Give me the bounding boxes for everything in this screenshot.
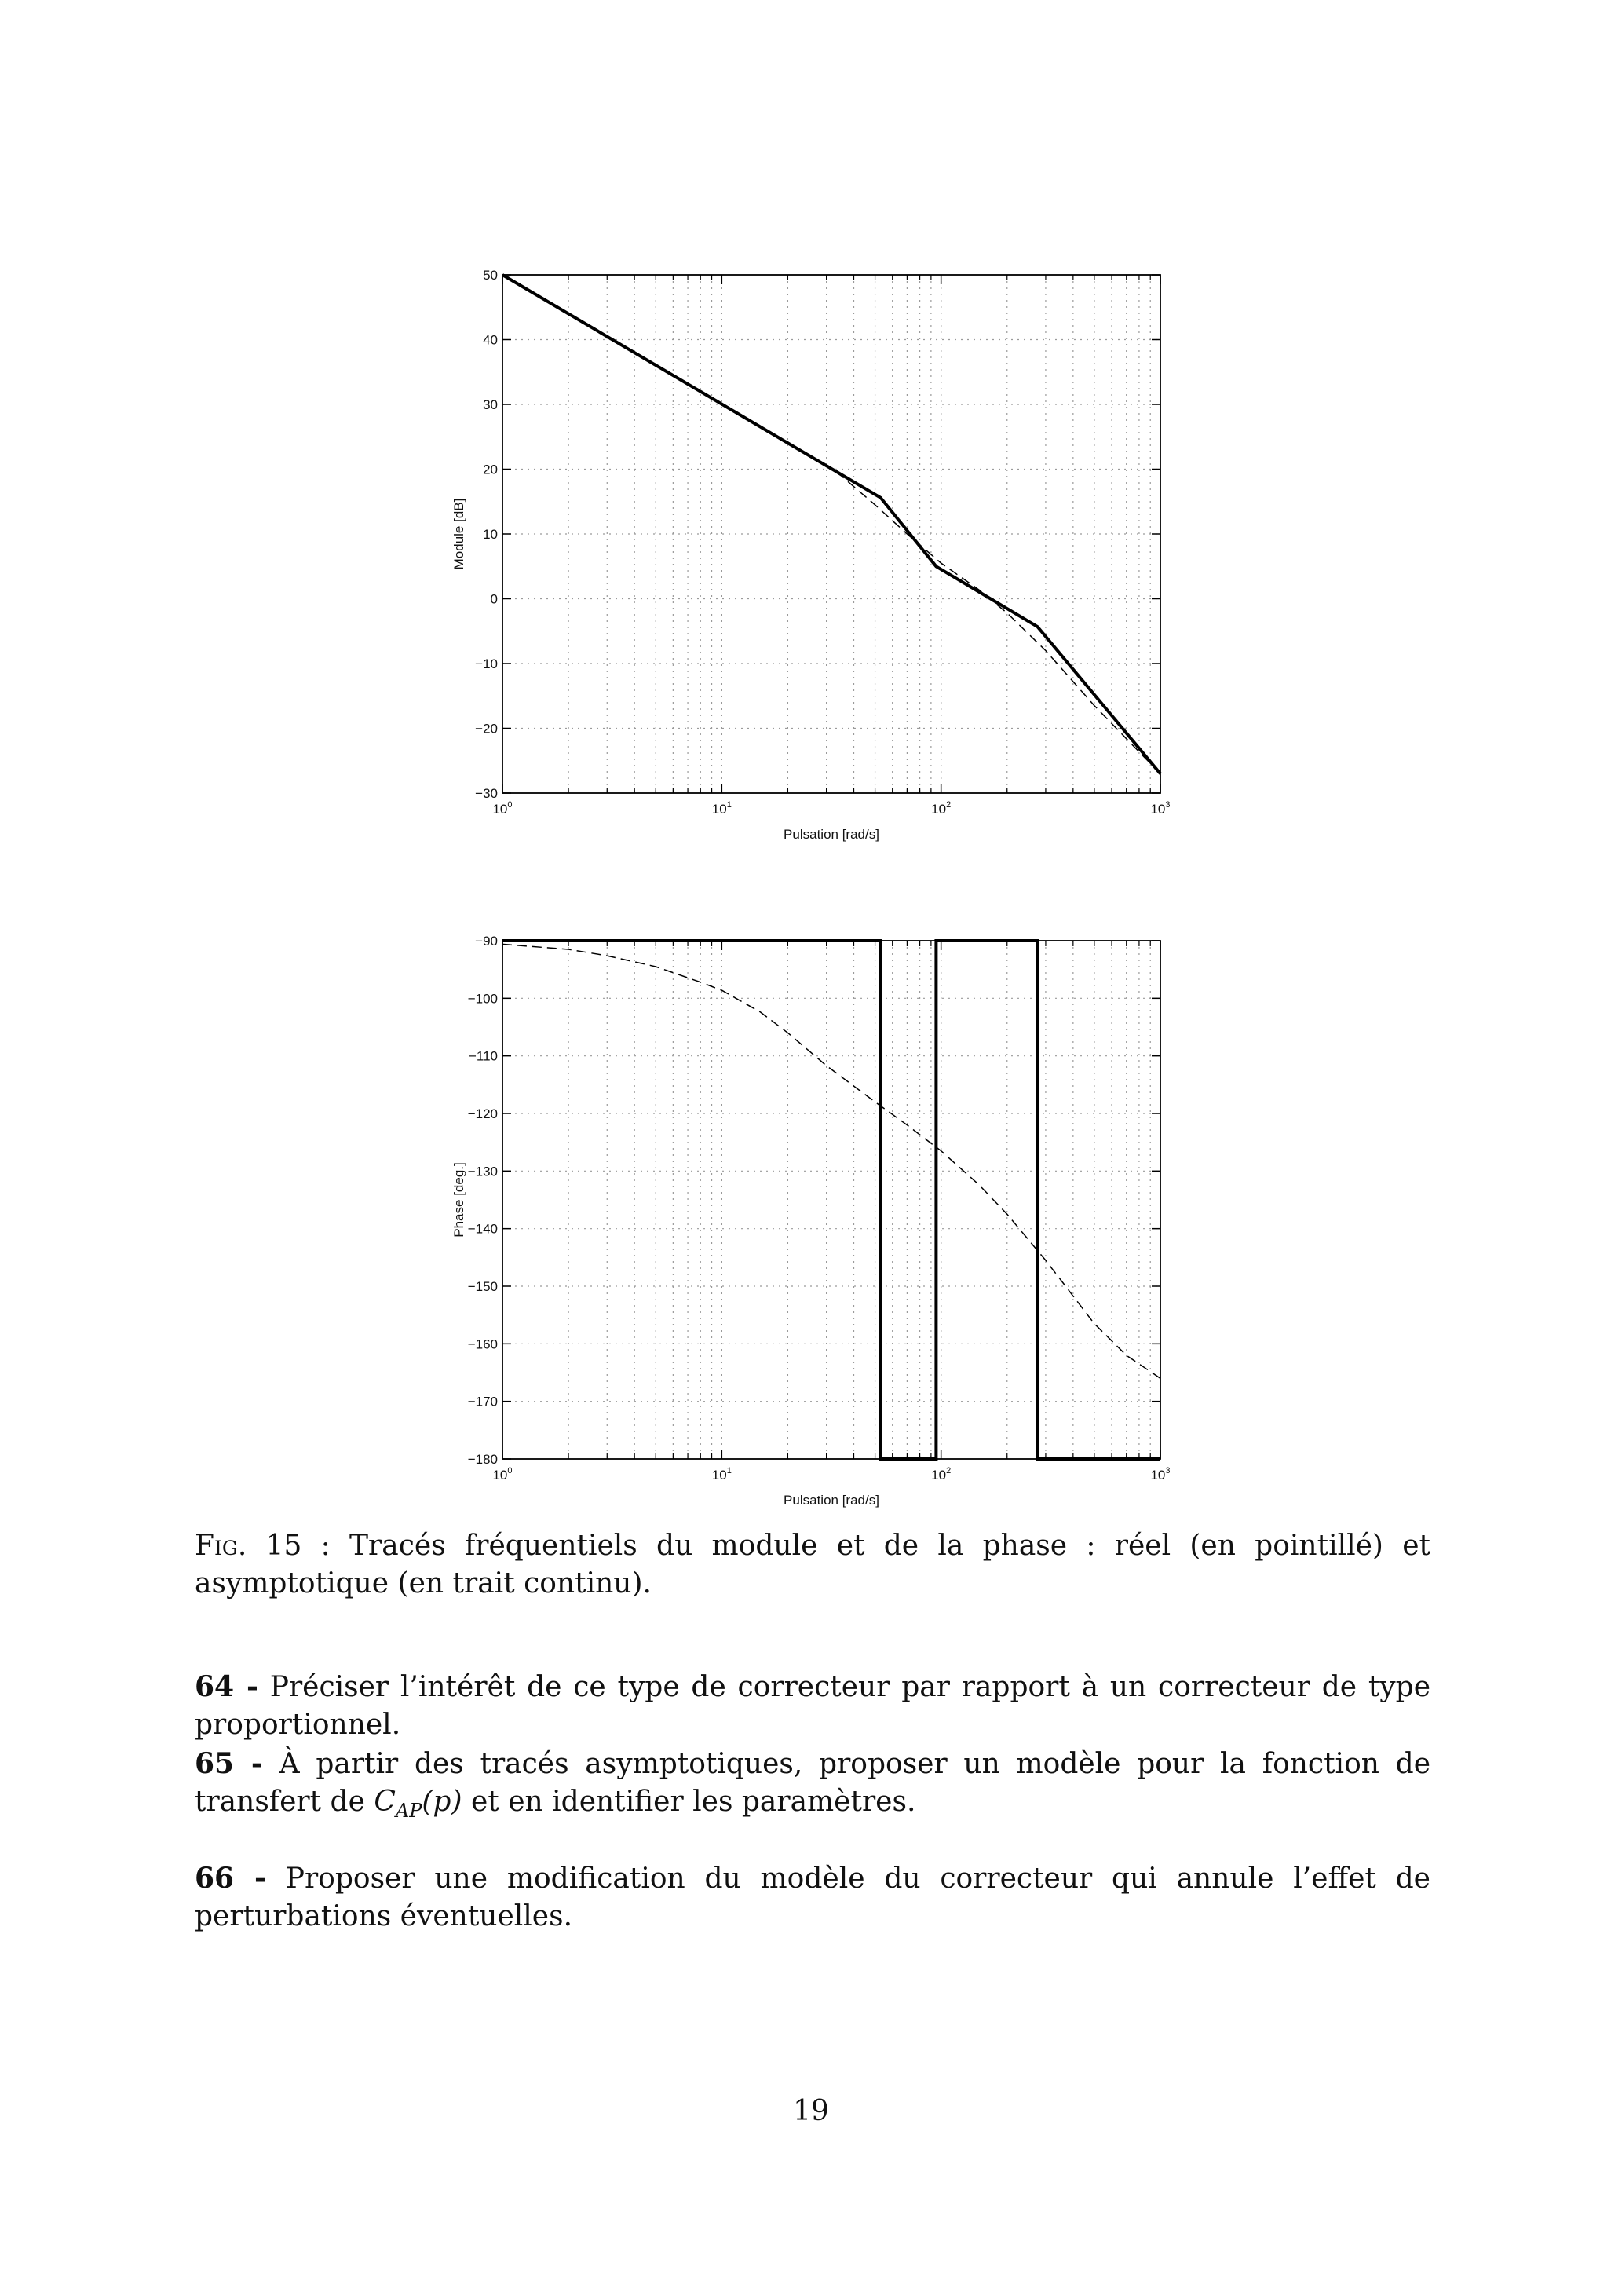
magnitude-y-tick-label: 20 <box>483 462 498 477</box>
phase-x-tick-label: $10^2$ <box>931 1466 952 1483</box>
question-text-continued: et en identifier les paramètres. <box>470 1786 916 1818</box>
magnitude-y-tick-label: 0 <box>490 591 498 607</box>
magnitude-y-tick-label: 10 <box>483 527 498 542</box>
phase-y-tick-label: −180 <box>467 1452 498 1467</box>
magnitude-y-tick-label: −10 <box>475 656 498 671</box>
magnitude-x-tick-label: $10^0$ <box>492 800 513 817</box>
figure-caption-text: Tracés fréquentiels du module et de la phase : réel (en pointillé) et asymptotique (en trait continu). <box>195 1530 1431 1600</box>
magnitude-y-tick-label: 40 <box>483 332 498 348</box>
magnitude-grid <box>502 275 1160 793</box>
phase-x-tick-label: $10^1$ <box>711 1466 732 1483</box>
magnitude-y-tick-label: 50 <box>483 268 498 283</box>
phase-y-tick-label: −100 <box>467 991 498 1007</box>
question-text: À partir des tracés asymptotiques, proposer un modèle pour la fonction de transfert de <box>195 1748 1431 1818</box>
question-text: Proposer une modification du modèle du correcteur qui annule l’effet de perturbations éventuelles. <box>195 1863 1430 1932</box>
question-number: 66 - <box>195 1862 266 1895</box>
magnitude-series-reel-dashed <box>502 275 1160 773</box>
question-65 <box>195 1745 1430 1830</box>
phase-axes-box <box>502 941 1160 1459</box>
phase-x-tick-label: $10^0$ <box>492 1466 513 1483</box>
magnitude-x-tick-label: $10^1$ <box>711 800 732 817</box>
phase-y-tick-label: −110 <box>468 1048 498 1064</box>
question-66 <box>195 1859 1430 1936</box>
transfer-function-symbol: $C_{AP}(p)$ <box>374 1786 462 1823</box>
phase-y-tick-label: −170 <box>467 1394 498 1409</box>
phase-y-tick-label: −140 <box>467 1221 498 1237</box>
phase-y-axis-label: Phase [deg.] <box>451 1162 466 1238</box>
phase-y-tick-label: −130 <box>467 1164 498 1179</box>
magnitude-x-tick-label: $10^2$ <box>931 800 952 817</box>
question-64 <box>195 1668 1430 1744</box>
magnitude-y-tick-label: −30 <box>475 786 498 801</box>
question-number: 64 - <box>195 1670 258 1703</box>
magnitude-y-tick-label: 30 <box>483 397 498 412</box>
phase-x-tick-label: $10^3$ <box>1150 1466 1171 1483</box>
phase-chart-svg <box>424 925 1209 1522</box>
phase-series-asymptotique-solid <box>502 941 1160 1459</box>
magnitude-y-tick-label: −20 <box>475 721 498 737</box>
phase-y-tick-label: −150 <box>467 1279 498 1294</box>
phase-x-axis-label: Pulsation [rad/s] <box>784 1493 879 1508</box>
phase-grid <box>502 941 1160 1459</box>
magnitude-y-axis-label: Module [dB] <box>451 498 466 570</box>
page-number: 19 <box>793 2095 829 2127</box>
question-text: Préciser l’intérêt de ce type de correcteur par rapport à un correcteur de type proportionnel. <box>195 1671 1430 1741</box>
phase-y-tick-label: −90 <box>475 934 498 949</box>
magnitude-bode-plot <box>424 259 1209 856</box>
magnitude-x-axis-label: Pulsation [rad/s] <box>784 827 879 842</box>
figure-caption <box>195 1527 1430 1603</box>
magnitude-series-asymptotique-solid <box>502 275 1160 773</box>
phase-series-reel-dashed <box>502 944 1160 1378</box>
phase-y-tick-label: −160 <box>467 1336 498 1352</box>
magnitude-x-tick-label: $10^3$ <box>1150 800 1171 817</box>
figure-label: Fig. 15 : <box>195 1530 331 1562</box>
phase-y-tick-label: −120 <box>467 1106 498 1121</box>
phase-bode-plot <box>424 925 1209 1522</box>
question-number: 65 - <box>195 1747 263 1780</box>
magnitude-chart-svg <box>424 259 1209 856</box>
